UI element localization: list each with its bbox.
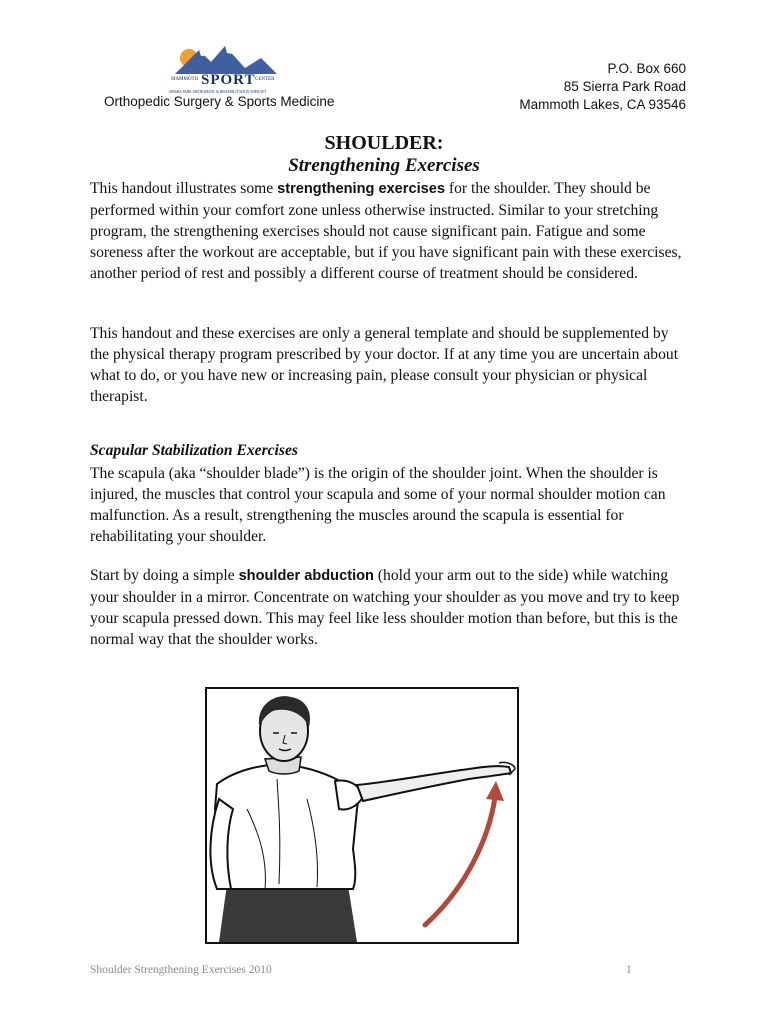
intro-paragraph: This handout illustrates some strengthening exercises for the shoulder. They should be performed within your comfort zone unless otherwise instructed. Similar to your stretching program, the strengthening exercises should not cause significant pain. Fatigue and some soreness after the workout are acceptable, but if you have significant pain with these exercises, another period of rest and possibly a different course of treatment should be considered. (90, 180, 682, 282)
motion-arrow-head (486, 781, 504, 801)
section-heading: Scapular Stabilization Exercises (90, 442, 298, 459)
mammoth-sport-logo (165, 40, 285, 100)
footer-document-title: Shoulder Strengthening Exercises 2010 (90, 964, 272, 976)
intro-emphasis: strengthening exercises (277, 181, 446, 197)
motion-arrow (425, 797, 495, 925)
shoulder-abduction-drawing (207, 689, 517, 942)
logo-top-text: MAMMOTH (171, 77, 199, 82)
logo-tagline: SIERRA PARK ORTHOPEDIC & REHABILITATION THERAPY (169, 90, 267, 94)
page-title: SHOULDER: (324, 132, 444, 154)
address-line-2: 85 Sierra Park Road (563, 79, 686, 94)
scapula-paragraph: The scapula (aka “shoulder blade”) is the origin of the shoulder joint. When the shoulder is injured, the muscles that control your scapula and some of your normal shoulder motion can malfunction. As a result, strengthening the muscles around the scapula is essential for rehabilitating your shoulder. (90, 465, 666, 545)
footer-page-number: 1 (626, 964, 632, 976)
disclaimer-paragraph: This handout and these exercises are only a general template and should be supplemented by the physical therapy program prescribed by your doctor. If at any time you are uncertain about what to do, or you have new or increasing pain, please consult your physician or physical therapist. (90, 325, 679, 405)
logo-brand: SPORT (201, 72, 256, 88)
address-line-3: Mammoth Lakes, CA 93546 (519, 97, 686, 112)
org-name: Orthopedic Surgery & Sports Medicine (104, 94, 335, 109)
page-subtitle: Strengthening Exercises (288, 155, 480, 176)
abduction-paragraph: Start by doing a simple shoulder abduction (hold your arm out to the side) while watching your shoulder in a mirror. Concentrate on watching your shoulder as you move and try to keep your scapula pressed down. This may feel like less shoulder motion than before, but this is the normal way that the shoulder works. (90, 567, 680, 648)
address-block (519, 60, 686, 114)
logo-right-text: CENTER (255, 77, 275, 82)
address-line-1: P.O. Box 660 (607, 61, 686, 76)
abduction-emphasis: shoulder abduction (238, 568, 374, 584)
exercise-illustration (205, 687, 519, 944)
